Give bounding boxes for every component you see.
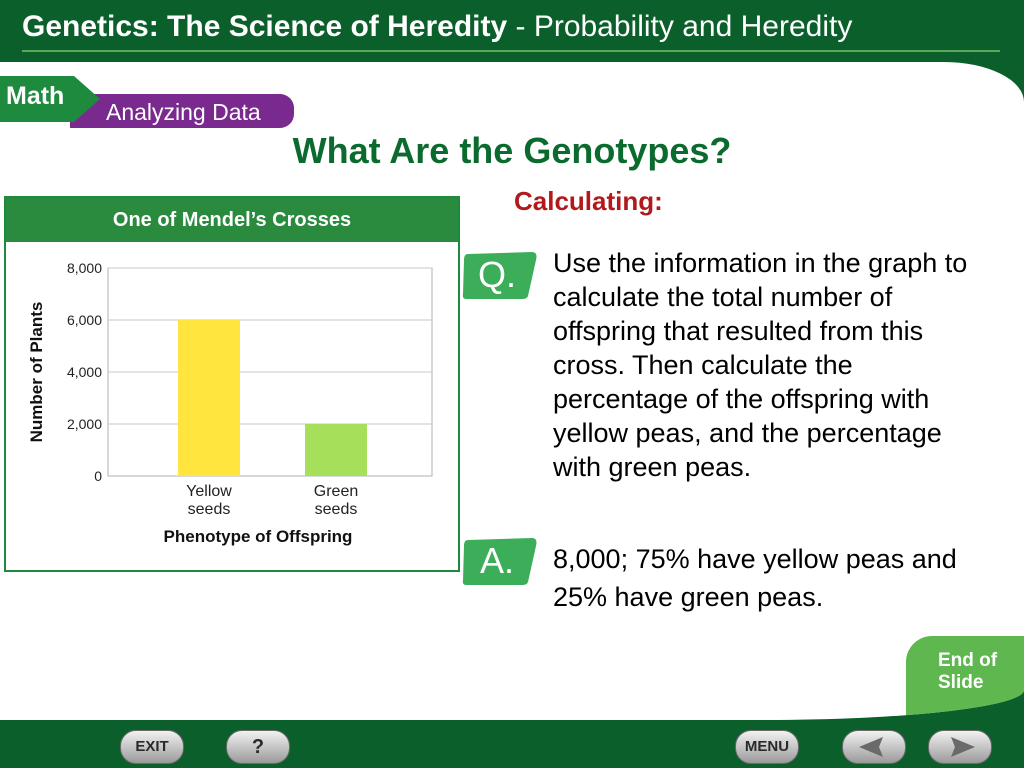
analyzing-data-badge — [70, 94, 294, 128]
x-tick-label: seeds — [187, 501, 231, 518]
help-button[interactable]: ? — [226, 730, 290, 764]
slide-title: What Are the Genotypes? — [292, 130, 732, 171]
x-tick-label: Yellow — [186, 483, 232, 500]
chart-canvas — [6, 242, 458, 568]
calculating-label: Calculating: — [514, 186, 663, 216]
math-badge-label: Math — [6, 82, 65, 110]
x-tick-label: Green — [313, 483, 359, 500]
bar-chart — [4, 196, 460, 572]
forward-button[interactable] — [928, 730, 992, 764]
left-arrow-icon — [843, 731, 905, 763]
y-axis-label: Number of Plants — [27, 301, 46, 443]
content-panel — [0, 62, 1024, 720]
y-tick-label: 8,000 — [66, 260, 102, 276]
end-of-slide-line2: Slide — [938, 672, 984, 693]
question-text: Use the information in the graph to calculate the total number of offspring that resulted from this cross. Then calculate the percentage of the offspring with yellow peas, and the percentage with green peas. — [553, 248, 968, 482]
y-tick-label: 2,000 — [66, 416, 102, 432]
bar — [178, 320, 240, 476]
bar — [305, 424, 367, 476]
menu-button[interactable]: MENU — [735, 730, 799, 764]
header-divider — [22, 50, 1000, 52]
header-title-bold: Genetics: The Science of Heredity — [22, 10, 508, 43]
y-tick-label: 6,000 — [66, 312, 102, 328]
math-badge — [0, 76, 100, 122]
right-arrow-icon — [929, 731, 991, 763]
chart-title: One of Mendel’s Crosses — [6, 198, 458, 242]
end-of-slide-label — [938, 650, 1014, 694]
answer-badge — [462, 536, 538, 586]
end-of-slide-button[interactable] — [906, 636, 1024, 716]
answer-badge-label: A. — [479, 540, 514, 581]
back-button[interactable] — [842, 730, 906, 764]
question-badge — [462, 250, 538, 300]
question-badge-label: Q. — [477, 254, 516, 295]
slide-header-title — [22, 10, 852, 44]
y-tick-label: 0 — [94, 468, 102, 484]
header-title-subtitle: - Probability and Heredity — [507, 10, 853, 43]
analyzing-data-label: Analyzing Data — [106, 99, 261, 125]
end-of-slide-line1: End of — [938, 650, 998, 671]
x-tick-label: seeds — [314, 501, 358, 518]
exit-button[interactable]: EXIT — [120, 730, 184, 764]
header-bar — [0, 0, 1024, 60]
y-tick-label: 4,000 — [66, 364, 102, 380]
x-axis-label: Phenotype of Offspring — [163, 527, 353, 546]
answer-text: 8,000; 75% have yellow peas and 25% have green peas. — [553, 544, 957, 612]
